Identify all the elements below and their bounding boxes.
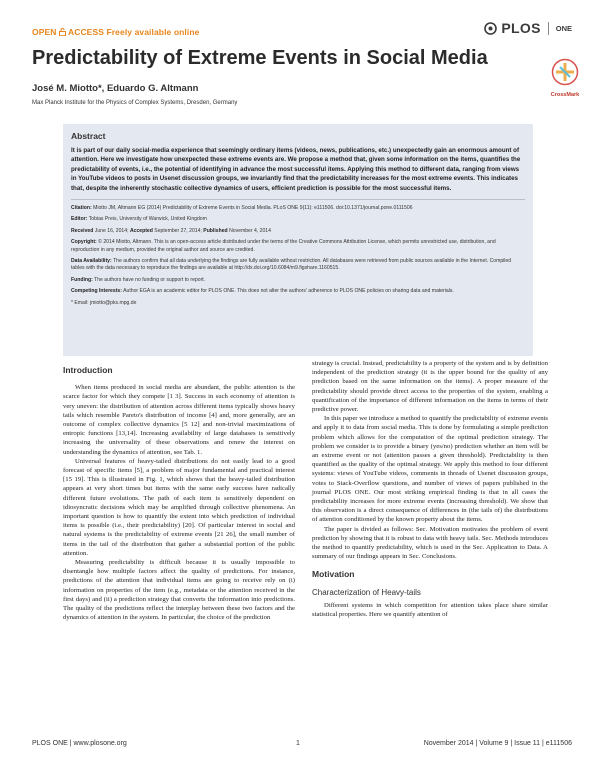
freely-available-label: Freely available online [106, 27, 200, 37]
introduction-heading: Introduction [63, 365, 113, 375]
left-column [63, 366, 295, 622]
crossmark-label: CrossMark [550, 92, 580, 98]
open-lock-icon [59, 28, 66, 36]
open-label: OPEN [32, 27, 57, 37]
copyright-line: Copyright: © 2014 Miotto, Altmann. This is an open-access article distributed under the terms of the Creative Commons Attribution License, which permits unrestricted use, distribution, and reproduction in any medium, provided the original author and source are credited. [71, 239, 496, 253]
dates-line: Received June 16, 2014; Accepted September 27, 2014; Published November 4, 2014 [71, 227, 271, 234]
abstract-divider [71, 199, 525, 200]
intro-paragraph-1: When items produced in social media are abundant, the public attention is the scarce factor for which they compete [1 3]. Success in such economy of attention is very uneven: the distribution of attention across different items typically shows heavy tails which resemble Pareto's distribution of income [4] and, more generally, are an outcome of complex collective dynamics [5 12] and non-trivial maximizations of entropic functions [13,14]. Increasing availability of large databases is sensitively increasing the universality of these observations and renew the interest on understanding the dynamics of attention, see Tab. 1. [63, 384, 295, 456]
right-column [312, 359, 548, 619]
open-access-banner [32, 27, 199, 37]
plos-wordmark: PLOS [501, 20, 541, 36]
heavy-tails-subheading: Characterization of Heavy-tails [312, 587, 421, 597]
abstract-text: It is part of our daily social-media experience that seemingly ordinary items (videos, news, publications, etc.) unexpectedly gain an enormous amount of attention. Here we investigate how unexpected these extreme events are. We propose a method that, given some information on the items, quantifies the predictability of events, i.e., the potential of identifying in advance the most successful items. Applying this method to different data, ranging from views in YouTube videos to posts in Usenet discussion groups, we invariantly find that the predictability increases for the most extreme events. This indicates that, despite the inherently stochastic collective dynamics of users, efficient prediction is possible for the most successful items. [71, 147, 521, 192]
intro-paragraph-3: Measuring predictability is difficult because it is usually impossible to disentangle how multiple factors affect the quality of predictions. For instance, predictions of the attention that individual items are going to receive rely on (i) information on properties of the item (e.g., metadata or the attention received in the first days) and (ii) a prediction strategy that converts the information into predictions. The quality of the predictions reflect the interplay between these two factors and the dynamics of attention in the system. In particular, the choice of the prediction [63, 559, 295, 622]
paper-title: Predictability of Extreme Events in Social Media [32, 47, 488, 69]
footer-page-number: 1 [296, 740, 300, 747]
funding-line: Funding: The authors have no funding or support to report. [71, 276, 206, 283]
affiliation: Max Planck Institute for the Physics of Complex Systems, Dresden, Germany [32, 100, 238, 106]
right-paragraph-1: strategy is crucial. Instead, predictability is a property of the system and is by definition independent of the prediction strategy (it is the upper bound for the quality of any prediction based on the same information on the items). A proper measure of the predictability should provide direct access to the properties of the system, enabling a quantification of the importance of different information on the items in terms of their predictive power. [312, 360, 548, 414]
motivation-heading: Motivation [312, 569, 355, 580]
footer-journal-link[interactable]: PLOS ONE | www.plosone.org [32, 740, 127, 747]
editor-line: Editor: Tobias Preis, University of Warwick, United Kingdom [71, 216, 207, 223]
abstract-heading: Abstract [71, 131, 106, 141]
data-availability-line: Data Availability: The authors confirm that all data underlying the findings are fully available without restriction. All databases were retrieved from public sources available in the Internet. Compiled tables with the data necessary to reproduce the findings are available at http://dx.doi.org/10.6084/m9.figshare.1160515. [71, 258, 512, 272]
crossmark-icon [551, 58, 579, 86]
competing-interests-line: Competing Interests: Author EGA is an academic editor for PLOS ONE. This does not alter the authors' adherence to PLOS ONE policies on sharing data and materials. [71, 288, 454, 295]
article-metadata [71, 205, 525, 307]
plos-globe-icon [484, 22, 497, 35]
right-paragraph-2: In this paper we introduce a method to quantify the predictability of extreme events and apply it to data from social media. This is done by formulating a simple prediction problem which allows for the computation of the optimal prediction strategy. The problem we consider is to provide a binary (yes/no) prediction whether an item will be an extreme event or not (attention passes a given threshold). Predictability is then quantified as the quality of the optimal strategy. We apply this method to four different systems: views of YouTube videos, comments in threads of Usenet discussion groups, votes to Stack-Overflow questions, and number of views of papers published in the journal PLOS ONE. Our most striking empirical finding is that in all cases the predictability increases for more extreme events (increasing threshold). We show that this observation is a direct consequence of differences in (the tails of) the distributions of attention conditioned by the known property about the items. [312, 415, 548, 524]
citation-line: Citation: Miotto JM, Altmann EG (2014) Predictability of Extreme Events in Social Media. PLoS ONE 9(11): e111506. doi:10.1371/journal.pone.0111506 [71, 205, 413, 212]
intro-paragraph-2: Universal features of heavy-tailed distributions do not easily lead to a good forecast of specific items [5], a problem of major fundamental and practical interest [15 19]. This is illustrated in Fig. 1, which shows that the heavy-tailed distribution appears at very short times but items with the same early success have radically different future evolutions. The path of each item is sensitively dependent on idiosyncratic decisions which may be amplified through collective phenomena. An important question is how to quantify the extent into which prediction of individual items is possible (i.e., their predictability) [20]. Of particular interest in social and natural systems is the predictability of extreme events [21 26], the small number of items in the tail of the distribution that gather a substantial portion of the public attention. [63, 457, 295, 557]
footer-issue-info: November 2014 | Volume 9 | Issue 11 | e111506 [423, 740, 572, 747]
abstract-box [63, 124, 533, 356]
access-label: ACCESS [67, 27, 104, 37]
right-paragraph-3: The paper is divided as follows: Sec. Motivation motivates the problem of event prediction by showing that it is robust to data with heavy tails. Sec. Methods introduces the method to quantify predictability, which is used in the Sec. Application to Data. A summary of our findings appears in Sec. Conclusions. [312, 525, 548, 561]
logo-divider [548, 22, 549, 35]
crossmark-badge[interactable] [548, 58, 582, 98]
plos-one-logo[interactable] [484, 20, 572, 36]
email-line: * Email: jmiotto@pks.mpg.de [71, 299, 137, 306]
author-list: José M. Miotto*, Eduardo G. Altmann [32, 83, 199, 94]
journal-name: ONE [555, 23, 572, 33]
right-paragraph-4: Different systems in which competition for attention takes place share similar statistical properties. Here we quantify attention of [312, 601, 548, 619]
